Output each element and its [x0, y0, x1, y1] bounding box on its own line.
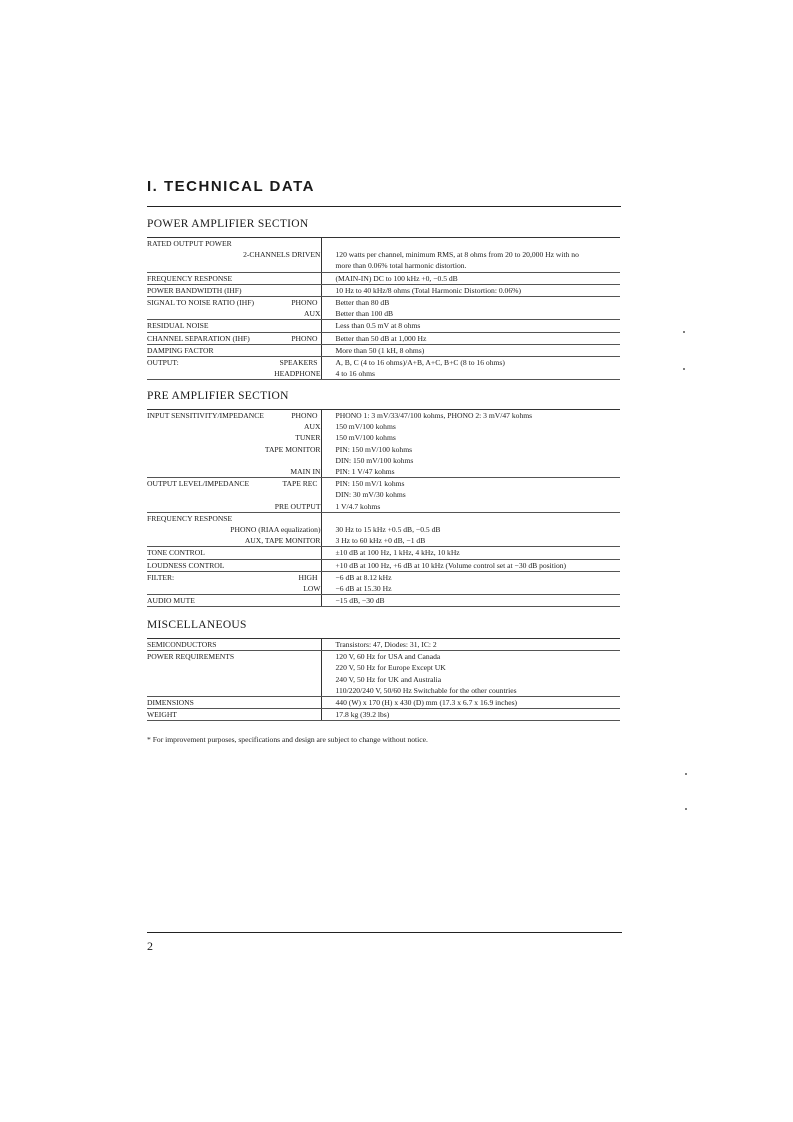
title-rule: [147, 206, 621, 207]
spec-row: [147, 421, 620, 432]
spec-label-cell: [147, 249, 321, 260]
spec-label-cell: [147, 332, 321, 344]
spec-row: [147, 583, 620, 595]
spec-row: [147, 489, 620, 500]
spec-value: 120 watts per channel, minimum RMS, at 8 ohms from 20 to 20,000 Hz with no: [321, 249, 620, 260]
spec-value: 120 V, 60 Hz for USA and Canada: [321, 651, 620, 663]
spec-row: [147, 432, 620, 443]
spec-value: 4 to 16 ohms: [321, 368, 620, 380]
spec-label-cell: [147, 297, 321, 309]
spec-row: [147, 651, 620, 663]
spec-value: 220 V, 50 Hz for Europe Except UK: [321, 662, 620, 673]
spec-label-cell: [147, 455, 321, 466]
spec-value: −6 dB at 15.30 Hz: [321, 583, 620, 595]
spec-value: PIN: 1 V/47 kohms: [321, 466, 620, 478]
page-number: 2: [147, 939, 153, 953]
spec-row: [147, 674, 620, 685]
spec-sublabel: PHONO: [291, 411, 318, 420]
spec-label-cell: [147, 697, 321, 709]
footnote: * For improvement purposes, specifications and design are subject to change without notice.: [147, 735, 428, 744]
spec-label: INPUT SENSITIVITY/IMPEDANCE: [147, 411, 264, 420]
spec-value: 30 Hz to 15 kHz +0.5 dB, −0.5 dB: [321, 524, 620, 535]
spec-label-cell: [147, 571, 321, 583]
spec-row: [147, 685, 620, 697]
spec-label: SEMICONDUCTORS: [147, 640, 217, 649]
spec-label-cell: [147, 260, 321, 272]
spec-label: RATED OUTPUT POWER: [147, 239, 232, 248]
spec-row: [147, 571, 620, 583]
spec-sublabel: HEADPHONE: [274, 369, 321, 379]
spec-sublabel: MAIN IN: [290, 467, 321, 477]
spec-row: [147, 332, 620, 344]
scan-speck: [683, 368, 685, 370]
spec-sublabel: AUX: [304, 309, 321, 319]
spec-label: DAMPING FACTOR: [147, 345, 214, 355]
spec-sublabel: TAPE REC: [282, 479, 318, 489]
spec-row: [147, 512, 620, 524]
spec-label-cell: [147, 559, 321, 571]
spec-value: more than 0.06% total harmonic distortion.: [321, 260, 620, 272]
scan-speck: [685, 808, 687, 810]
spec-label-cell: [147, 466, 321, 478]
spec-row: [147, 639, 620, 651]
spec-label-cell: [147, 639, 321, 651]
spec-sublabel: PHONO: [291, 333, 318, 343]
spec-row: [147, 238, 620, 250]
spec-sublabel: LOW: [303, 584, 321, 594]
spec-row: [147, 368, 620, 380]
spec-row: [147, 320, 620, 332]
spec-value: Better than 50 dB at 1,000 Hz: [321, 332, 620, 344]
spec-row: [147, 357, 620, 369]
spec-value: Transistors: 47, Diodes: 31, IC: 2: [321, 639, 620, 651]
spec-sublabel: AUX: [304, 422, 321, 432]
spec-value: 110/220/240 V, 50/60 Hz Switchable for the other countries: [321, 685, 620, 697]
spec-label-cell: [147, 272, 321, 284]
spec-row: [147, 709, 620, 721]
spec-label-cell: [147, 662, 321, 673]
spec-label-cell: [147, 320, 321, 332]
spec-label: LOUDNESS CONTROL: [147, 560, 225, 570]
spec-value: −15 dB, −30 dB: [321, 595, 620, 607]
spec-row: [147, 478, 620, 490]
spec-value: A, B, C (4 to 16 ohms)/A+B, A+C, B+C (8 to 16 ohms): [321, 357, 620, 369]
spec-row: [147, 559, 620, 571]
spec-label-cell: [147, 709, 321, 721]
spec-label-cell: [147, 685, 321, 697]
spec-value: +10 dB at 100 Hz, +6 dB at 10 kHz (Volume control set at −30 dB position): [321, 559, 620, 571]
spec-value: Less than 0.5 mV at 8 ohms: [321, 320, 620, 332]
spec-row: [147, 547, 620, 559]
spec-row: [147, 308, 620, 320]
spec-value: 440 (W) x 170 (H) x 430 (D) mm (17.3 x 6.7 x 16.9 inches): [321, 697, 620, 709]
spec-label-cell: [147, 357, 321, 369]
spec-sublabel: PHONO (RIAA equalization): [230, 525, 321, 535]
spec-row: [147, 466, 620, 478]
spec-value: 240 V, 50 Hz for UK and Australia: [321, 674, 620, 685]
spec-row: [147, 444, 620, 455]
spec-value: DIN: 30 mV/30 kohms: [321, 489, 620, 500]
spec-row: [147, 662, 620, 673]
spec-sublabel: SPEAKERS: [279, 358, 318, 368]
spec-label: FREQUENCY RESPONSE: [147, 273, 233, 283]
spec-label: FILTER:: [147, 572, 175, 582]
spec-sublabel: TUNER: [295, 433, 321, 443]
spec-row: [147, 501, 620, 513]
spec-label-cell: [147, 524, 321, 535]
section-title-power-amplifier: POWER AMPLIFIER SECTION: [147, 218, 309, 230]
spec-label: SIGNAL TO NOISE RATIO (IHF): [147, 298, 255, 308]
spec-label-cell: [147, 501, 321, 513]
spec-label-cell: [147, 308, 321, 320]
spec-sublabel: AUX, TAPE MONITOR: [244, 536, 321, 546]
spec-value: 10 Hz to 40 kHz/8 ohms (Total Harmonic Distortion: 0.06%): [321, 284, 620, 296]
spec-label-cell: [147, 489, 321, 500]
spec-row: [147, 524, 620, 535]
spec-value: 17.8 kg (39.2 lbs): [321, 709, 620, 721]
spec-value: 1 V/4.7 kohms: [321, 501, 620, 513]
spec-label-cell: [147, 284, 321, 296]
spec-label-cell: [147, 344, 321, 356]
spec-row: [147, 297, 620, 309]
spec-value: [321, 512, 620, 524]
spec-label: POWER BANDWIDTH (IHF): [147, 285, 242, 295]
spec-value: DIN: 150 mV/100 kohms: [321, 455, 620, 466]
power-amplifier-spec-table: [147, 237, 620, 380]
spec-label: WEIGHT: [147, 710, 177, 720]
spec-row: [147, 410, 620, 422]
spec-value: PIN: 150 mV/100 kohms: [321, 444, 620, 455]
spec-label-cell: [147, 238, 321, 250]
spec-row: [147, 455, 620, 466]
spec-value: Better than 100 dB: [321, 308, 620, 320]
spec-value: Better than 80 dB: [321, 297, 620, 309]
spec-row: [147, 249, 620, 260]
spec-label: OUTPUT LEVEL/IMPEDANCE: [147, 479, 250, 489]
spec-label-cell: [147, 547, 321, 559]
spec-label: RESIDUAL NOISE: [147, 321, 209, 331]
section-title-miscellaneous: MISCELLANEOUS: [147, 619, 247, 631]
spec-value: 150 mV/100 kohms: [321, 421, 620, 432]
spec-row: [147, 272, 620, 284]
spec-value: 3 Hz to 60 kHz +0 dB, −1 dB: [321, 535, 620, 547]
spec-label-cell: [147, 651, 321, 663]
spec-label-cell: [147, 444, 321, 455]
footer-rule: [147, 932, 622, 933]
spec-label-cell: [147, 535, 321, 547]
spec-value: ±10 dB at 100 Hz, 1 kHz, 4 kHz, 10 kHz: [321, 547, 620, 559]
spec-label: AUDIO MUTE: [147, 596, 195, 606]
spec-label-cell: [147, 432, 321, 443]
spec-label: CHANNEL SEPARATION (IHF): [147, 333, 250, 343]
spec-label: OUTPUT:: [147, 358, 179, 368]
spec-value: More than 50 (1 kH, 8 ohms): [321, 344, 620, 356]
spec-sublabel: PRE OUTPUT: [274, 501, 321, 511]
spec-label-cell: [147, 421, 321, 432]
spec-value: 150 mV/100 kohms: [321, 432, 620, 443]
spec-label: FREQUENCY RESPONSE: [147, 513, 233, 523]
spec-value: PHONO 1: 3 mV/33/47/100 kohms, PHONO 2: 3 mV/47 kohms: [321, 410, 620, 422]
spec-row: [147, 697, 620, 709]
spec-label-cell: [147, 478, 321, 490]
spec-row: [147, 284, 620, 296]
spec-row: [147, 260, 620, 272]
spec-label-cell: [147, 674, 321, 685]
miscellaneous-spec-table: [147, 638, 620, 721]
spec-label-cell: [147, 583, 321, 595]
scan-speck: [685, 773, 687, 775]
spec-row: [147, 595, 620, 607]
pre-amplifier-spec-table: [147, 409, 620, 607]
spec-label: TONE CONTROL: [147, 548, 205, 558]
spec-row: [147, 344, 620, 356]
scan-speck: [683, 331, 685, 333]
spec-sublabel: HIGH: [298, 572, 318, 582]
spec-value: −6 dB at 8.12 kHz: [321, 571, 620, 583]
spec-label: POWER REQUIREMENTS: [147, 652, 235, 662]
spec-value: (MAIN-IN) DC to 100 kHz +0, −0.5 dB: [321, 272, 620, 284]
spec-label-cell: [147, 595, 321, 607]
section-title-pre-amplifier: PRE AMPLIFIER SECTION: [147, 390, 289, 402]
spec-sublabel: 2-CHANNELS DRIVEN: [243, 250, 321, 260]
spec-label: DIMENSIONS: [147, 698, 194, 708]
spec-value: PIN: 150 mV/1 kohms: [321, 478, 620, 490]
spec-row: [147, 535, 620, 547]
spec-value: [321, 238, 620, 250]
spec-sublabel: PHONO: [291, 298, 318, 308]
page-title: I. TECHNICAL DATA: [147, 178, 315, 195]
spec-label-cell: [147, 368, 321, 380]
spec-label-cell: [147, 512, 321, 524]
spec-label-cell: [147, 410, 321, 422]
spec-sublabel: TAPE MONITOR: [264, 444, 321, 454]
